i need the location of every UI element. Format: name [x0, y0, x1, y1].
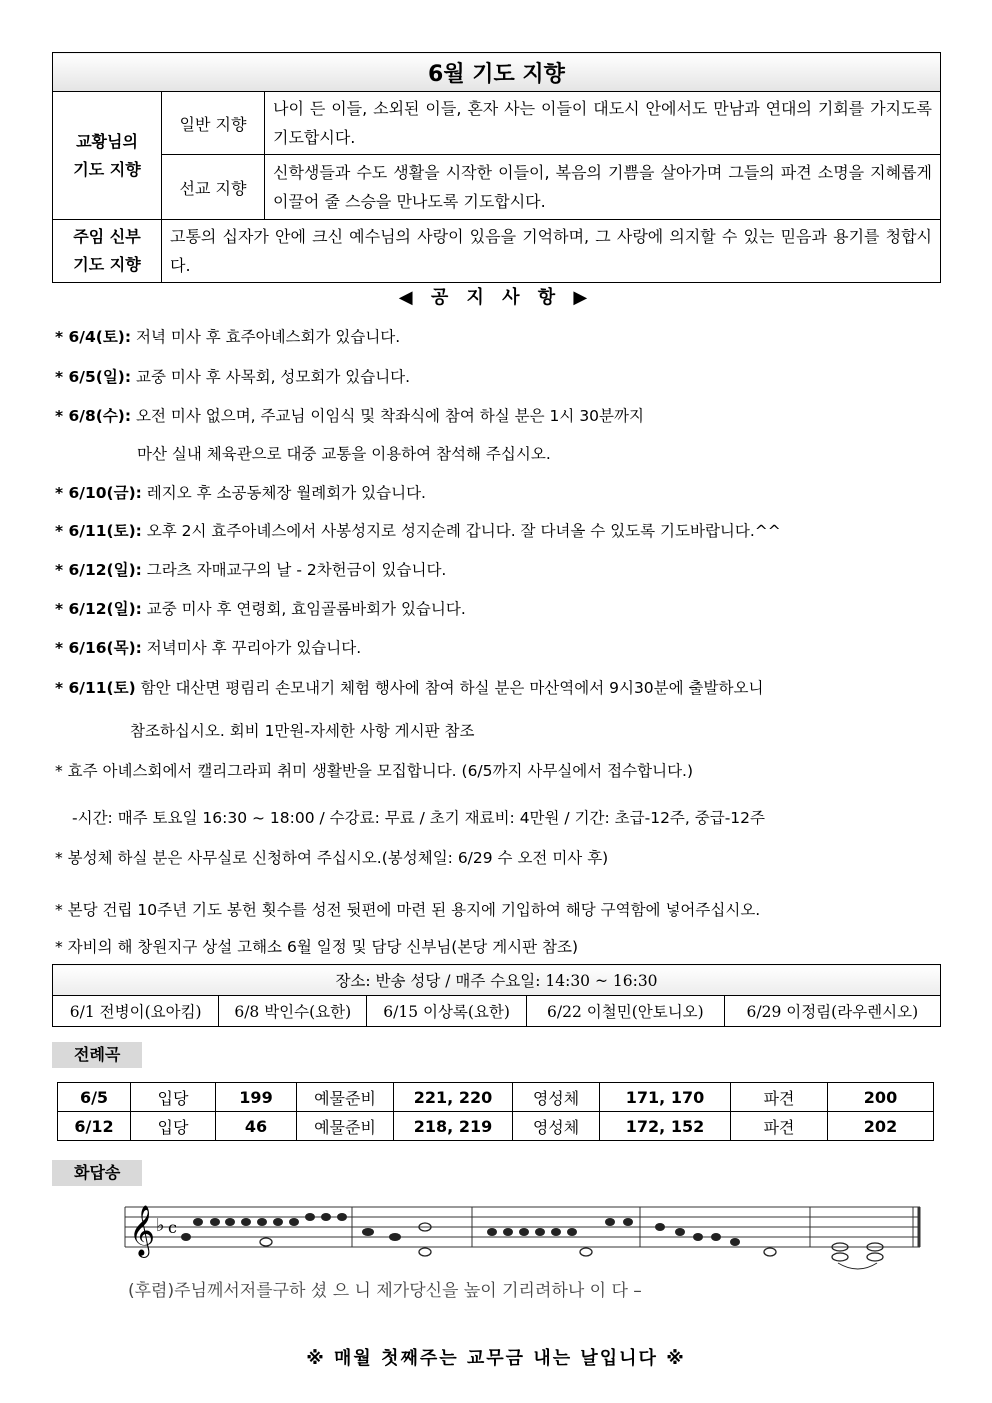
- psalm-section-label: 화답송: [52, 1160, 142, 1186]
- pastor-label: 주임 신부 기도 지향: [53, 220, 162, 283]
- mission-text: 신학생들과 수도 생활을 시작한 이들이, 복음의 기쁨을 살아가며 그들의 파견 소명을 지혜롭게 이끌어 줄 스승을 만나도록 기도합시다.: [265, 155, 941, 220]
- announcement: * 6/8(수): 오전 미사 없으며, 주교님 이임식 및 착좌식에 참여 하실 분은 1시 30분까지: [55, 407, 644, 425]
- confession-slot: 6/29 이정림(라우렌시오): [724, 996, 940, 1027]
- announcement: * 6/11(토): 오후 2시 효주아녜스에서 사봉성지로 성지순례 갑니다. 잘 다녀올 수 있도록 기도바랍니다.^^: [55, 522, 781, 540]
- svg-text:c: c: [168, 1218, 177, 1237]
- announcement: * 효주 아녜스회에서 캘리그라피 취미 생활반을 모집합니다. (6/5까지 사무실에서 접수합니다.): [55, 762, 694, 780]
- announcement: * 6/12(일): 교중 미사 후 연령회, 효임골롬바회가 있습니다.: [55, 600, 466, 618]
- pope-label: 교황님의 기도 지향: [53, 92, 162, 220]
- confession-header: 장소: 반송 성당 / 매주 수요일: 14:30 ~ 16:30: [53, 965, 941, 996]
- psalm-lyrics: (후렴)주님께서저를구하 셨 으 니 제가당신을 높이 기리려하나 이 다 –: [128, 1281, 642, 1301]
- confession-slot: 6/8 박인수(요한): [219, 996, 367, 1027]
- announcement: * 6/5(일): 교중 미사 후 사목회, 성모회가 있습니다.: [55, 368, 411, 386]
- confession-slot: 6/15 이상록(요한): [367, 996, 527, 1027]
- announcement: * 6/10(금): 레지오 후 소공동체장 월례회가 있습니다.: [55, 484, 426, 502]
- psalm-score: [120, 1195, 930, 1315]
- notice-heading: ◀ 공 지 사 항 ▶: [398, 287, 594, 308]
- prayer-title: 6월 기도 지향: [53, 53, 941, 92]
- announcement: * 6/11(토) 함안 대산면 평림리 손모내기 체험 행사에 참여 하실 분은 마산역에서 9시30분에 출발하오니: [55, 679, 764, 697]
- treble-clef-icon: 𝄞: [129, 1205, 156, 1256]
- general-label: 일반 지향: [162, 92, 265, 155]
- announcement: * 봉성체 하실 분은 사무실로 신청하여 주십시오.(봉성체일: 6/29 수 오전 미사 후): [55, 849, 609, 867]
- pastor-text: 고통의 십자가 안에 크신 예수님의 사랑이 있음을 기억하며, 그 사랑에 의지할 수 있는 믿음과 용기를 청합시다.: [162, 220, 941, 283]
- footer-note: ※ 매월 첫째주는 교무금 내는 날입니다 ※: [306, 1348, 686, 1369]
- announcement: 참조하십시오. 회비 1만원-자세한 사항 게시판 참조: [130, 722, 475, 740]
- svg-text:♭: ♭: [156, 1215, 165, 1236]
- confession-slot: 6/22 이철민(안토니오): [527, 996, 725, 1027]
- table-row: 6/5 입당 199 예물준비 221, 220 영성체 171, 170 파견 200: [58, 1083, 934, 1112]
- hymn-section-label: 전례곡: [52, 1042, 142, 1068]
- hymn-table: [57, 1082, 934, 1141]
- announcement: * 6/16(목): 저녁미사 후 꾸리아가 있습니다.: [55, 639, 362, 657]
- announcement: * 본당 건립 10주년 기도 봉헌 횟수를 성전 뒷편에 마련 된 용지에 기입하여 해당 구역함에 넣어주십시오.: [55, 901, 761, 919]
- confession-table: [52, 964, 941, 1027]
- announcement: -시간: 매주 토요일 16:30 ~ 18:00 / 수강료: 무료 / 초기 재료비: 4만원 / 기간: 초급-12주, 중급-12주: [72, 809, 765, 827]
- table-row: 6/12 입당 46 예물준비 218, 219 영성체 172, 152 파견 202: [58, 1112, 934, 1141]
- prayer-table: [52, 52, 941, 283]
- general-text: 나이 든 이들, 소외된 이들, 혼자 사는 이들이 대도시 안에서도 만남과 연대의 기회를 가지도록 기도합시다.: [265, 92, 941, 155]
- announcement: * 6/4(토): 저녁 미사 후 효주아녜스회가 있습니다.: [55, 328, 401, 346]
- announcement: * 자비의 해 창원지구 상설 고해소 6월 일정 및 담당 신부님(본당 게시판 참조): [55, 938, 579, 956]
- announcement: 마산 실내 체육관으로 대중 교통을 이용하여 참석해 주십시오.: [137, 445, 551, 463]
- mission-label: 선교 지향: [162, 155, 265, 220]
- announcement: * 6/12(일): 그라츠 자매교구의 날 - 2차헌금이 있습니다.: [55, 561, 447, 579]
- confession-slot: 6/1 전병이(요아킴): [53, 996, 219, 1027]
